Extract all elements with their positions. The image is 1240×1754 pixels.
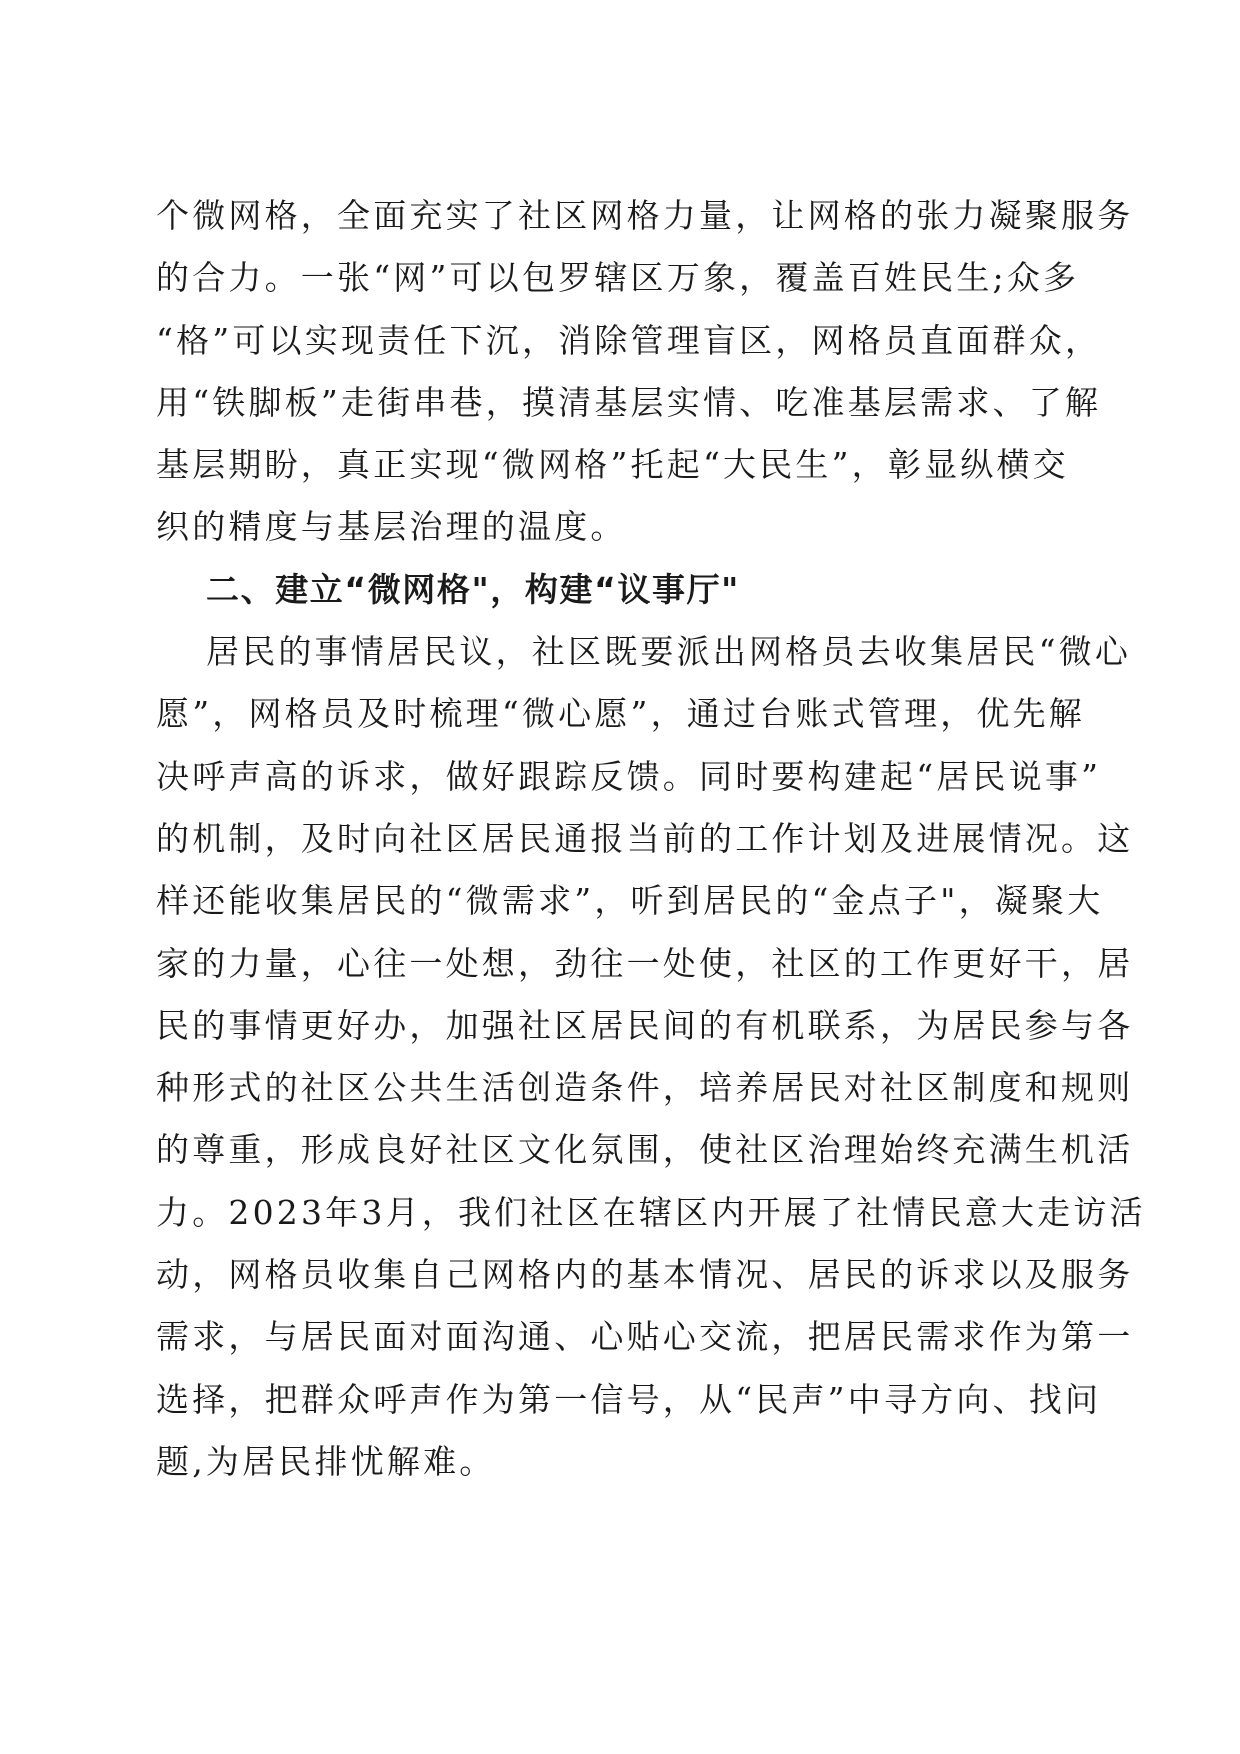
text-line: 的尊重，形成良好社区文化氛围，使社区治理始终充满生机活: [156, 1130, 1134, 1170]
text-line: 动，网格员收集自己网格内的基本情况、居民的诉求以及服务: [156, 1255, 1134, 1295]
text-line: 力。2023年3月，我们社区在辖区内开展了社情民意大走访活: [156, 1192, 1146, 1232]
section-heading: 二、建立“微网格"，构建“议事厅": [206, 569, 740, 609]
text-line: 用“铁脚板”走街串巷，摸清基层实情、吃准基层需求、了解: [156, 382, 1102, 422]
text-line: 题,为居民排忧解难。: [156, 1441, 496, 1481]
text-line: 个微网格，全面充实了社区网格力量，让网格的张力凝聚服务: [156, 196, 1134, 235]
text-line: 样还能收集居民的“微需求”，听到居民的“金点子"，凝聚大: [156, 881, 1104, 921]
text-line: 民的事情更好办，加强社区居民间的有机联系，为居民参与各: [156, 1005, 1134, 1045]
paragraph-council-hall: [156, 621, 1146, 1493]
text-line: 家的力量，心往一处想，劲往一处使，社区的工作更好干，居: [156, 943, 1134, 983]
text-line: 愿”，网格员及时梳理“微心愿”，通过台账式管理，优先解: [156, 694, 1086, 734]
text-line: 的合力。一张“网”可以包罗辖区万象，覆盖百姓民生;众多: [156, 258, 1080, 298]
text-line: 基层期盼，真正实现“微网格”托起“大民生”，彰显纵横交: [156, 445, 1069, 485]
text-line: 需求，与居民面对面沟通、心贴心交流，把居民需求作为第一: [156, 1317, 1134, 1357]
text-line: 的机制，及时向社区居民通报当前的工作计划及进展情况。这: [156, 818, 1134, 858]
text-line: “格”可以实现责任下沉，消除管理盲区，网格员直面群众，: [156, 320, 1102, 360]
text-line: 居民的事情居民议，社区既要派出网格员去收集居民“微心: [206, 632, 1132, 672]
text-line: 织的精度与基层治理的温度。: [156, 507, 627, 547]
text-line: 种形式的社区公共生活创造条件，培养居民对社区制度和规则: [156, 1068, 1134, 1108]
paragraph-grid-overview: [156, 185, 1134, 559]
text-line: 选择，把群众呼声作为第一信号，从“民声”中寻方向、找问: [156, 1379, 1102, 1419]
document-body: [156, 185, 1146, 1493]
text-line: 决呼声高的诉求，做好跟踪反馈。同时要构建起“居民说事”: [156, 756, 1102, 796]
